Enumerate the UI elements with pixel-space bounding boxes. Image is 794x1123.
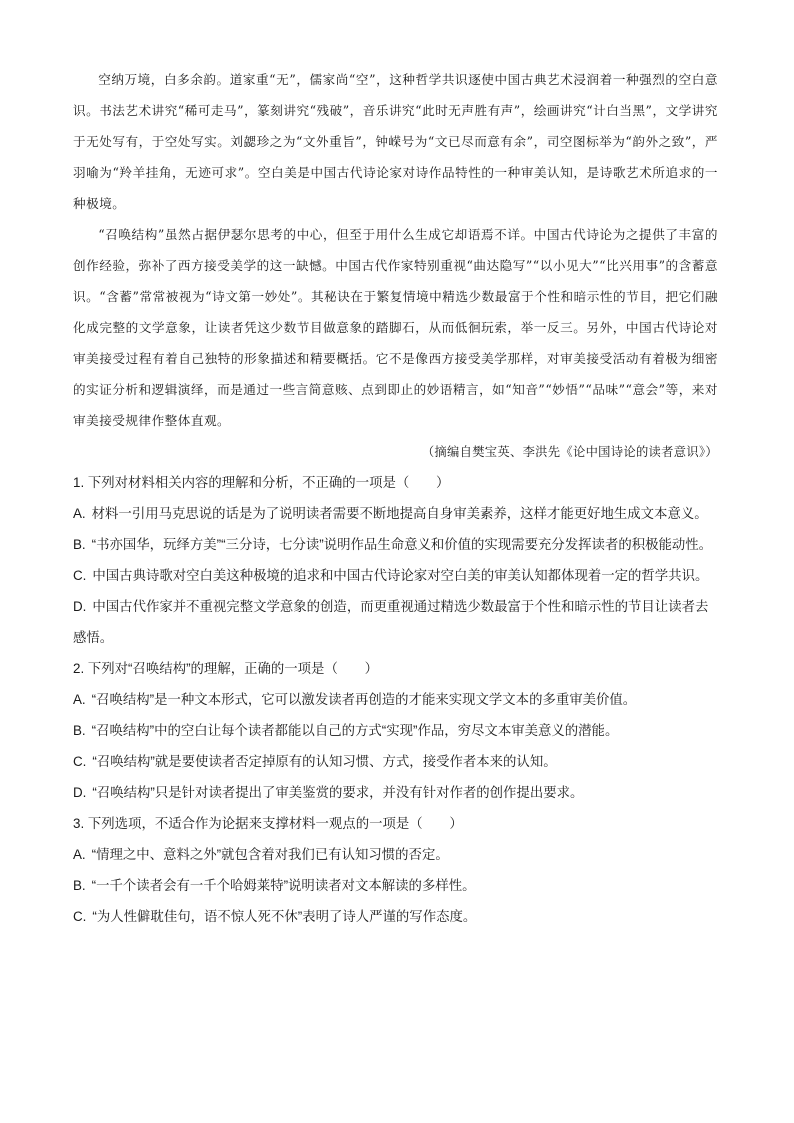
question-list bbox=[73, 467, 718, 932]
question-3 bbox=[73, 808, 718, 932]
option-text: “召唤结构”就是要使读者否定掉原有的认知习惯、方式，接受作者本来的认知。 bbox=[92, 754, 557, 769]
option-text: “一千个读者会有一千个哈姆莱特”说明读者对文本解读的多样性。 bbox=[91, 878, 476, 893]
option-text: “书亦国华，玩绎方美”“三分诗，七分读”说明作品生命意义和价值的实现需要充分发挥读者的积极能动性。 bbox=[91, 537, 713, 552]
question-2 bbox=[73, 653, 718, 808]
option-letter: D. bbox=[73, 785, 87, 800]
option-b bbox=[73, 870, 718, 901]
option-text: “召唤结构”只是针对读者提出了审美鉴赏的要求，并没有针对作者的创作提出要求。 bbox=[92, 785, 584, 800]
passage-source: （摘编自樊宝英、李洪先《论中国诗论的读者意识》） bbox=[421, 445, 718, 459]
option-letter: D. bbox=[73, 599, 87, 614]
option-b bbox=[73, 715, 718, 746]
option-c bbox=[73, 746, 718, 777]
option-d bbox=[73, 777, 718, 808]
option-letter: A. bbox=[73, 692, 86, 707]
option-text: 中国古代作家并不重视完整文学意象的创造，而更重视通过精选少数最富于个性和暗示性的节目让读者去感悟。 bbox=[73, 599, 709, 645]
option-text: “召唤结构”中的空白让每个读者都能以自己的方式“实现”作品，穷尽文本审美意义的潜能。 bbox=[91, 723, 619, 738]
option-letter: C. bbox=[73, 909, 87, 924]
option-letter: A. bbox=[73, 506, 86, 521]
option-b bbox=[73, 529, 718, 560]
option-letter: B. bbox=[73, 537, 86, 552]
option-letter: C. bbox=[73, 568, 87, 583]
option-letter: C. bbox=[73, 754, 87, 769]
reading-passage bbox=[73, 64, 718, 467]
option-a bbox=[73, 684, 718, 715]
option-c bbox=[73, 560, 718, 591]
option-text: “情理之中、意料之外”就包含着对我们已有认知习惯的否定。 bbox=[91, 847, 449, 862]
option-letter: A. bbox=[73, 847, 86, 862]
option-text: “召唤结构”是一种文本形式，它可以激发读者再创造的才能来实现文学文本的多重审美价值。 bbox=[91, 692, 637, 707]
passage-paragraph: “召唤结构”虽然占据伊瑟尔思考的中心，但至于用什么生成它却语焉不详。中国古代诗论为之提供了丰富的创作经验，弥补了西方接受美学的这一缺憾。中国古代作家特别重视“曲达隐写”“以小见大”“比兴用事”的含蓄意识。“含蓄”常常被视为“诗文第一妙处”。其秘诀在于繁复情境中精选少数最富于个性和暗示性的节目，把它们融化成完整的文学意象，让读者凭这少数节目做意象的踏脚石，从而低徊玩索，举一反三。另外，中国古代诗论对审美接受过程有着自己独特的形象描述和精要概括。它不是像西方接受美学那样，对审美接受活动有着极为细密的实证分析和逻辑演绎，而是通过一些言简意赅、点到即止的妙语精言，如“知音”“妙悟”“品味”“意会”等，来对审美接受规律作整体直观。 bbox=[73, 227, 718, 428]
option-text: 材料一引用马克思说的话是为了说明读者需要不断地提高自身审美素养，这样才能更好地生成文本意义。 bbox=[91, 506, 708, 521]
option-a bbox=[73, 839, 718, 870]
question-stem: 1. 下列对材料相关内容的理解和分析，不正确的一项是（ ） bbox=[73, 475, 450, 490]
option-letter: B. bbox=[73, 878, 86, 893]
option-text: “为人性僻耽佳句，语不惊人死不休”表明了诗人严谨的写作态度。 bbox=[92, 909, 477, 924]
option-letter: B. bbox=[73, 723, 86, 738]
question-stem: 3. 下列选项，不适合作为论据来支撑材料一观点的一项是（ ） bbox=[73, 816, 463, 831]
question-1 bbox=[73, 467, 718, 653]
passage-paragraph: 空纳万境，白多余韵。道家重“无”，儒家尚“空”，这种哲学共识逐使中国古典艺术浸润着一种强烈的空白意识。书法艺术讲究“稀可走马”，篆刻讲究“残破”，音乐讲究“此时无声胜有声”，绘画讲究“计白当黑”，文学讲究于无处写有，于空处写实。刘勰珍之为“文外重旨”，钟嵘号为“文已尽而意有余”，司空图标举为“韵外之致”，严羽喻为“羚羊挂角，无迹可求”。空白美是中国古代诗论家对诗作品特性的一种审美认知，是诗歌艺术所追求的一种极境。 bbox=[73, 72, 718, 211]
option-d bbox=[73, 591, 718, 653]
option-a bbox=[73, 498, 718, 529]
option-text: 中国古典诗歌对空白美这种极境的追求和中国古代诗论家对空白美的审美认知都体现着一定的哲学共识。 bbox=[92, 568, 709, 583]
question-stem: 2. 下列对“召唤结构”的理解，正确的一项是（ ） bbox=[73, 661, 379, 676]
option-c bbox=[73, 901, 718, 932]
